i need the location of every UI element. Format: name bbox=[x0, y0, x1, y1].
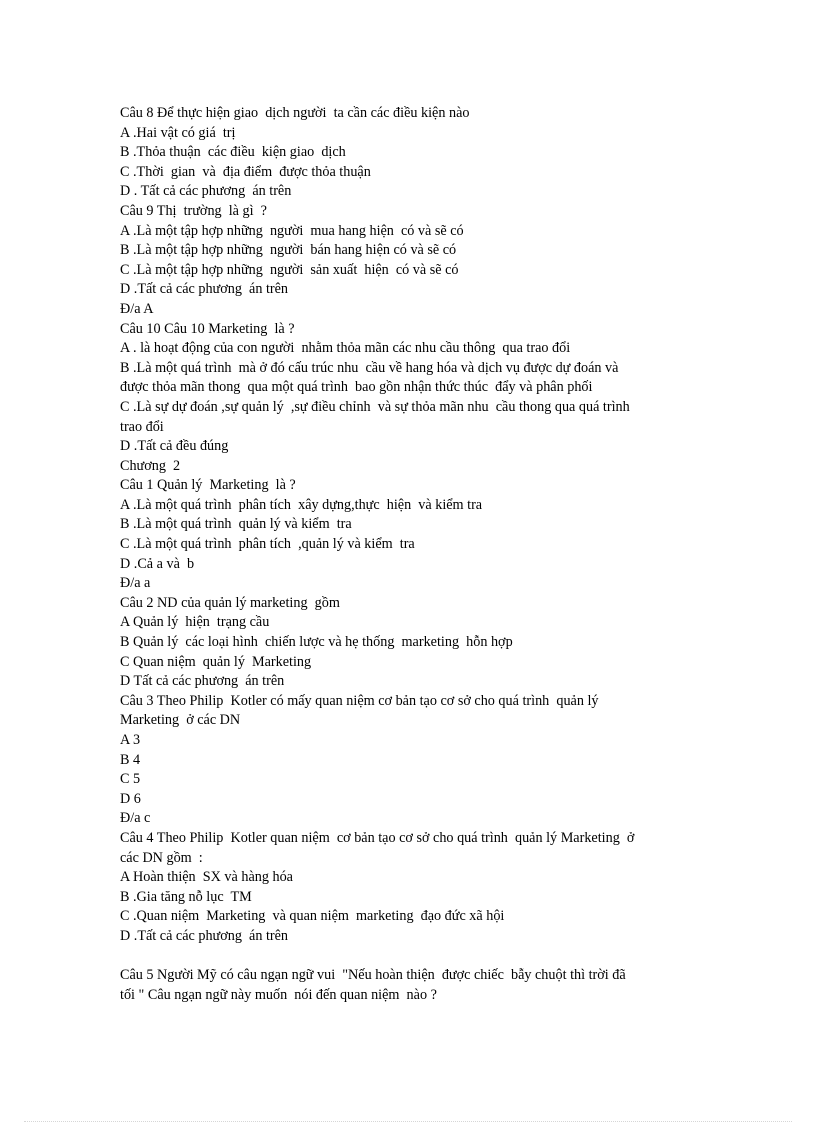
question-2-heading: Câu 2 ND của quản lý marketing gồm bbox=[120, 594, 340, 611]
answer-option: C Quan niệm quản lý Marketing bbox=[120, 653, 312, 670]
answer-option: C .Là một quá trình phân tích ,quản lý và kiểm tra bbox=[120, 536, 415, 553]
answer-option: A .Hai vật có giá trị bbox=[120, 124, 236, 141]
answer-option: C .Là sự dự đoán ,sự quản lý ,sự điều chỉnh và sự thỏa mãn nhu cầu thong qua quá trình bbox=[120, 398, 630, 415]
answer-option: B 4 bbox=[120, 751, 141, 768]
answer-option: A . là hoạt động của con người nhằm thỏa mãn các nhu cầu thông qua trao đổi bbox=[120, 340, 571, 357]
answer-option: D .Cả a và b bbox=[120, 555, 195, 572]
question-5-heading-continuation: tối " Câu ngạn ngữ này muốn nói đến quan niệm nào ? bbox=[120, 986, 437, 1003]
question-4-heading-continuation: các DN gồm : bbox=[120, 849, 203, 866]
answer-option-continuation: được thỏa mãn thong qua một quá trình bao gồn nhận thức thúc đẩy và phân phối bbox=[120, 379, 593, 396]
answer-option: D .Tất cả các phương án trên bbox=[120, 927, 289, 944]
answer-option: B .Là một quá trình quản lý và kiểm tra bbox=[120, 516, 352, 533]
answer-key: Đ/a c bbox=[120, 810, 151, 827]
answer-option-continuation: trao đổi bbox=[120, 418, 164, 435]
answer-option: A 3 bbox=[120, 732, 141, 748]
answer-option: A .Là một quá trình phân tích xây dựng,thực hiện và kiểm tra bbox=[120, 496, 483, 513]
question-10-heading: Câu 10 Câu 10 Marketing là ? bbox=[120, 320, 295, 337]
question-9-heading: Câu 9 Thị trường là gì ? bbox=[120, 202, 267, 219]
answer-option: B .Gia tăng nỗ lục TM bbox=[120, 888, 252, 905]
answer-option: A Quản lý hiện trạng cầu bbox=[120, 614, 270, 631]
answer-option: D Tất cả các phương án trên bbox=[120, 673, 285, 690]
chapter-heading: Chương 2 bbox=[120, 457, 181, 474]
document-body bbox=[120, 104, 710, 1005]
answer-option: C 5 bbox=[120, 771, 141, 788]
question-3-heading-continuation: Marketing ở các DN bbox=[120, 712, 241, 729]
answer-option: A .Là một tập hợp những người mua hang hiện có và sẽ có bbox=[120, 222, 464, 239]
question-1-heading: Câu 1 Quản lý Marketing là ? bbox=[120, 477, 296, 494]
answer-option: D .Tất cả đều đúng bbox=[120, 438, 229, 455]
question-8-heading: Câu 8 Để thực hiện giao dịch người ta cần các điều kiện nào bbox=[120, 105, 470, 121]
answer-option: C .Là một tập hợp những người sản xuất hiện có và sẽ có bbox=[120, 261, 459, 278]
answer-option: D . Tất cả các phương án trên bbox=[120, 183, 292, 200]
answer-option: B .Thỏa thuận các điều kiện giao dịch bbox=[120, 144, 346, 161]
question-3-heading: Câu 3 Theo Philip Kotler có mấy quan niệm cơ bản tạo cơ sở cho quá trình quản lý bbox=[120, 692, 599, 709]
answer-option: B Quản lý các loại hình chiến lược và hẹ thống marketing hỗn hợp bbox=[120, 634, 513, 651]
page-bottom-divider bbox=[24, 1121, 792, 1122]
answer-option: B .Là một tập hợp những người bán hang hiện có và sẽ có bbox=[120, 242, 457, 259]
answer-option: B .Là một quá trình mà ở đó cấu trúc nhu cầu về hang hóa và dịch vụ được dự đoán và bbox=[120, 359, 619, 376]
answer-option: A Hoàn thiện SX và hàng hóa bbox=[120, 869, 293, 886]
answer-option: C .Thời gian và địa điểm được thỏa thuận bbox=[120, 163, 371, 180]
answer-key: Đ/a A bbox=[120, 300, 154, 317]
answer-option: C .Quan niệm Marketing và quan niệm marketing đạo đức xã hội bbox=[120, 908, 505, 925]
question-5-heading: Câu 5 Người Mỹ có câu ngạn ngữ vui "Nếu hoàn thiện được chiếc bẫy chuột thì trời đã bbox=[120, 967, 626, 984]
blank-line bbox=[120, 947, 710, 967]
answer-key: Đ/a a bbox=[120, 575, 151, 592]
question-4-heading: Câu 4 Theo Philip Kotler quan niệm cơ bản tạo cơ sở cho quá trình quản lý Marketing ở bbox=[120, 829, 635, 846]
answer-option: D .Tất cả các phương án trên bbox=[120, 281, 289, 298]
answer-option: D 6 bbox=[120, 790, 141, 807]
